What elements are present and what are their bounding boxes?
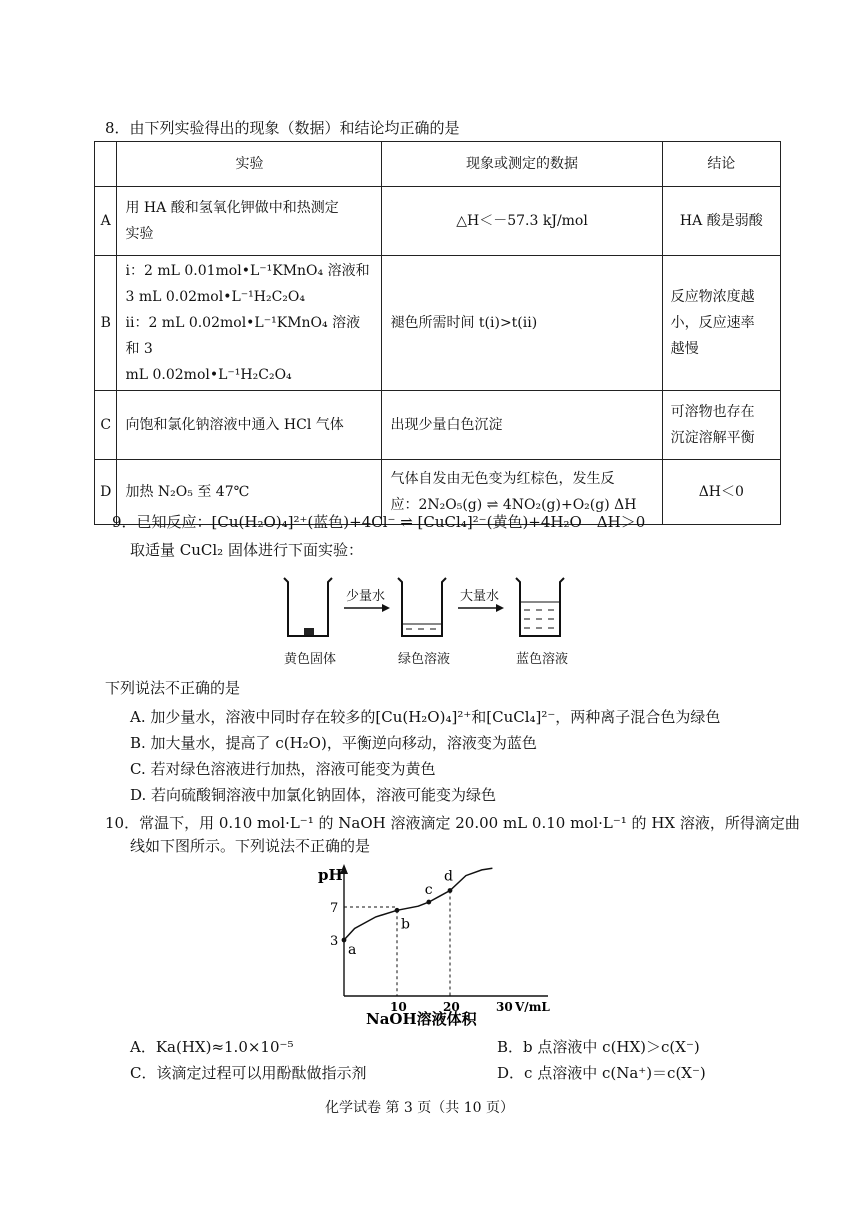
- page-footer: 化学试卷 第 3 页（共 10 页）: [325, 1100, 514, 1116]
- row-conclusion: ΔH＜0: [662, 460, 780, 525]
- q10-stem-line2: 线如下图所示。下列说法不正确的是: [130, 837, 371, 855]
- q8-table: [94, 141, 781, 525]
- row-experiment: 向饱和氯化钠溶液中通入 HCl 气体: [117, 391, 382, 460]
- beaker-3-icon: [516, 578, 564, 636]
- experiment-line: mL 0.02mol•L⁻¹H₂C₂O₄: [125, 367, 292, 383]
- q9-option-a: A. 加少量水，溶液中同时存在较多的[Cu(H₂O)₄]²⁺和[CuCl₄]²⁻，两种离子混合色为绿色: [130, 708, 721, 726]
- conclusion-line: 沉淀溶解平衡: [670, 430, 755, 446]
- row-observation: △H＜－57.3 kJ/mol: [382, 187, 662, 256]
- row-observation: 出现少量白色沉淀: [382, 391, 662, 460]
- q9-option-d: D. 若向硫酸铜溶液中加氯化钠固体，溶液可能变为绿色: [130, 786, 497, 804]
- point-d: [448, 888, 453, 893]
- q10-option-d: D．c 点溶液中 c(Na⁺)＝c(X⁻): [497, 1064, 706, 1082]
- q9-prompt: 下列说法不正确的是: [105, 679, 241, 697]
- header-observation: 现象或测定的数据: [382, 142, 662, 187]
- x-tick-label: 30: [496, 1000, 513, 1014]
- row-label: D: [95, 460, 117, 525]
- arrow-1-label: 少量水: [346, 589, 386, 604]
- row-label: C: [95, 391, 117, 460]
- point-label-d: d: [444, 868, 453, 885]
- point-label-b: b: [401, 916, 410, 933]
- row-conclusion: HA 酸是弱酸: [662, 187, 780, 256]
- conclusion-line: 反应物浓度越: [670, 289, 755, 305]
- q10-stem-line1: 10．常温下，用 0.10 mol·L⁻¹ 的 NaOH 溶液滴定 20.00 mL 0.10 mol·L⁻¹ 的 HX 溶液，所得滴定曲: [105, 814, 800, 832]
- beaker-2-label: 绿色溶液: [398, 652, 451, 667]
- point-b: [395, 908, 400, 913]
- q9-option-c: C. 若对绿色溶液进行加热，溶液可能变为黄色: [130, 760, 436, 778]
- conclusion-line: 小，反应速率: [670, 315, 755, 331]
- beaker-1-label: 黄色固体: [284, 652, 337, 667]
- conclusion-line: 越慢: [670, 341, 699, 357]
- point-c: [426, 900, 431, 905]
- table-row: [95, 187, 781, 256]
- titration-chart: [300, 860, 580, 1032]
- observation-line: 气体自发由无色变为红棕色，发生反: [390, 471, 615, 487]
- experiment-line: 实验: [125, 226, 154, 242]
- beaker-1-icon: [284, 578, 332, 636]
- q9-stem: 9．已知反应：[Cu(H₂O)₄]²⁺(蓝色)+4Cl⁻ ⇌ [CuCl₄]²⁻(黄色)+4H₂O ΔH＞0: [112, 513, 646, 531]
- row-observation: 褪色所需时间 t(i)>t(ii): [382, 256, 662, 391]
- point-label-c: c: [424, 882, 433, 899]
- experiment-line: i：2 mL 0.01mol•L⁻¹KMnO₄ 溶液和: [125, 263, 370, 279]
- arrow-1-icon: [344, 604, 390, 612]
- arrow-2-label: 大量水: [460, 589, 500, 604]
- row-experiment: 加热 N₂O₅ 至 47℃: [117, 460, 382, 525]
- x-tick-label: 10: [390, 1000, 407, 1014]
- header-experiment: 实验: [117, 142, 382, 187]
- chart-caption: NaOH溶液体积: [366, 1010, 477, 1028]
- row-conclusion: [662, 391, 780, 460]
- row-experiment: [117, 256, 382, 391]
- observation-line: 应：2N₂O₅(g) ⇌ 4NO₂(g)+O₂(g) ΔH: [390, 497, 637, 513]
- header-blank: [95, 142, 117, 187]
- arrow-2-icon: [458, 604, 504, 612]
- q10-option-c: C．该滴定过程可以用酚酞做指示剂: [130, 1064, 367, 1082]
- q10-option-b: B．b 点溶液中 c(HX)＞c(X⁻): [497, 1038, 700, 1056]
- q8-stem: 8．由下列实验得出的现象（数据）和结论均正确的是: [105, 119, 460, 137]
- row-label: A: [95, 187, 117, 256]
- q9-option-b: B. 加大量水，提高了 c(H₂O)，平衡逆向移动，溶液变为蓝色: [130, 734, 537, 752]
- experiment-line: ii：2 mL 0.02mol•L⁻¹KMnO₄ 溶液和 3: [125, 315, 361, 357]
- row-experiment: [117, 187, 382, 256]
- row-label: B: [95, 256, 117, 391]
- beaker-3-label: 蓝色溶液: [516, 652, 569, 667]
- x-axis-label: V/mL: [515, 1000, 550, 1014]
- beaker-2-icon: [398, 578, 446, 636]
- header-conclusion: 结论: [662, 142, 780, 187]
- beaker-diagram: [270, 572, 600, 642]
- point-a: [342, 938, 347, 943]
- table-row: [95, 391, 781, 460]
- row-conclusion: [662, 256, 780, 391]
- y-tick-label: 3: [330, 934, 339, 949]
- q9-line2: 取适量 CuCl₂ 固体进行下面实验：: [130, 541, 363, 559]
- conclusion-line: 可溶物也存在: [670, 404, 755, 420]
- titration-curve: [344, 868, 492, 940]
- y-tick-label: 7: [330, 901, 339, 916]
- experiment-line: 用 HA 酸和氢氧化钾做中和热测定: [125, 200, 339, 216]
- y-axis-label: pH: [318, 866, 343, 884]
- table-row: [95, 256, 781, 391]
- q10-option-a: A．Ka(HX)≈1.0×10⁻⁵: [130, 1038, 294, 1056]
- point-label-a: a: [348, 942, 357, 958]
- experiment-line: 3 mL 0.02mol•L⁻¹H₂C₂O₄: [125, 289, 306, 305]
- x-tick-label: 20: [443, 1000, 460, 1014]
